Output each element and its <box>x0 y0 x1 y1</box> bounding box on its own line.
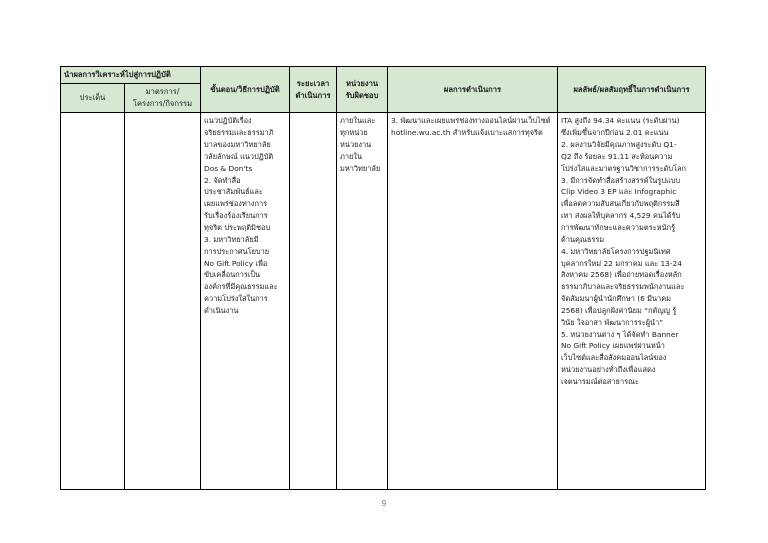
table-row <box>61 113 706 490</box>
action-plan-table <box>60 66 706 490</box>
cell-unit: ภายในและ ทุกหน่วย หน่วยงาน ภายใน มหาวิทยาลัย <box>337 113 388 490</box>
cell-issue <box>61 113 125 490</box>
header-result: ผลการดำเนินการ <box>388 67 558 113</box>
cell-measure <box>125 113 201 490</box>
cell-result: 3. พัฒนาและเผยแพร่ช่องทางออนไลน์ผ่านเว็บไซต์ hotline.wu.ac.th สำหรับแจ้งเบาะแสการทุจริต <box>388 113 558 490</box>
header-group-label: นำผลการวิเคราะห์ไปสู่การปฏิบัติ <box>61 67 201 84</box>
header-period: ระยะเวลา ดำเนินการ <box>290 67 337 113</box>
page-number: 9 <box>381 499 387 508</box>
header-unit: หน่วยงาน รับผิดชอบ <box>337 67 388 113</box>
header-steps: ขั้นตอน/วิธีการปฏิบัติ <box>201 67 290 113</box>
header-outcome: ผลลัพธ์/ผลสัมฤทธิ์ในการดำเนินการ <box>558 67 706 113</box>
header-measure: มาตรการ/ โครงการ/กิจกรรม <box>125 84 201 113</box>
cell-period <box>290 113 337 490</box>
header-issue: ประเด็น <box>61 84 125 113</box>
cell-steps: แนวปฏิบัติเรื่อง จริยธรรมและธรรมาภิ บาลของมหาวิทยาลัย วลัยลักษณ์ แนวปฏิบัติ Dos & Don'ts 2. จัดทำสื่อ ประชาสัมพันธ์และ เผยแพร่ช่องทางการ รับเรื่องร้องเรียนการ ทุจริต ประพฤติมิชอบ 3. มหาวิทยาลัยมี การประกาศนโยบาย No Gift Policy เพื่อ ขับเคลื่อนการเป็น องค์กรที่มีคุณธรรมและ ความโปร่งใสในการ ดำเนินงาน <box>201 113 290 490</box>
cell-outcome: ITA สูงถึง 94.34 คะแนน (ระดับผ่าน) ซึ่งเพิ่มขึ้นจากปีก่อน 2.01 คะแนน 2. ผลงานวิจัยมีคุณภาพสูงระดับ Q1- Q2 ถึง ร้อยละ 91.11 สะท้อนความ โปร่งใสและมาตรฐานวิชาการระดับโลก 3. มีการจัดทำสื่อสร้างสรรค์ในรูปแบบ Clip Video 3 EP และ Infographic เพื่อลดความสับสนเกี่ยวกับพฤติกรรมสี เทา ส่งผลให้บุคลากร 4,529 คนได้รับ การพัฒนาทักษะและความตระหนักรู้ ด้านคุณธรรม 4. มหาวิทยาลัยโครงการปฐมนิเทศ บุคลากรใหม่ 22 มกราคม และ 13-24 สิงหาคม 2568) เพื่อถ่ายทอดเรื่องหลัก ธรรมาภิบาลและจริยธรรมพนักงานและ จัดสัมมนาผู้นำนักศึกษา (6 มีนาคม 2568) เพื่อปลูกฝังค่านิยม “กตัญญู รู้ วินัย ใจอาสา พัฒนาการระผู้นำ” 5. หน่วยงานต่าง ๆ ได้จัดทำ Banner No Gift Policy เผยแพร่ผ่านหน้า เว็บไซต์และสื่อสังคมออนไลน์ของ หน่วยงานอย่างทั่วถึงเพื่อแสดง เจตนารมณ์ต่อสาธารณะ <box>558 113 706 490</box>
